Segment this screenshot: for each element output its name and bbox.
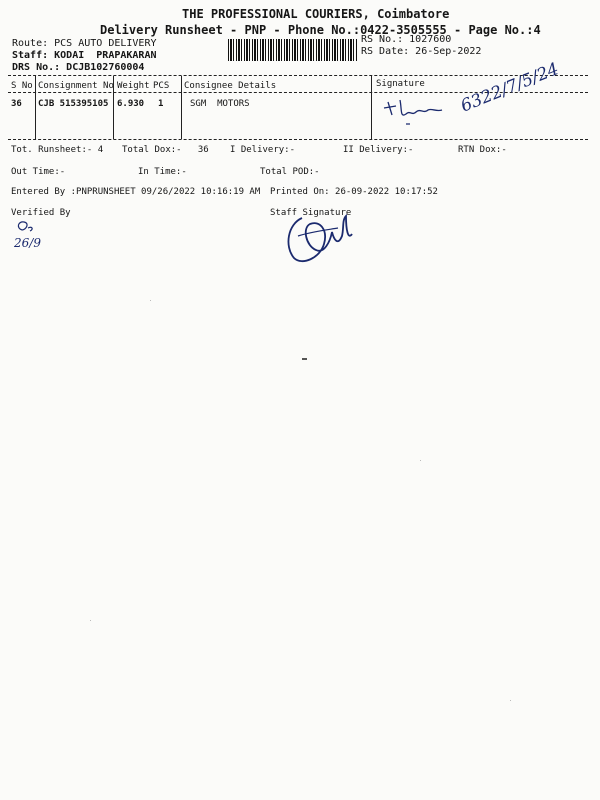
col-header-pcs: PCS bbox=[153, 81, 170, 91]
scan-speck bbox=[510, 700, 511, 701]
i-delivery: I Delivery:- bbox=[230, 145, 296, 155]
route-text: Route: PCS AUTO DELIVERY bbox=[12, 38, 157, 49]
rtn-dox: RTN Dox:- bbox=[458, 145, 507, 155]
row-weight: 6.930 bbox=[117, 99, 145, 109]
rs-date: RS Date: 26-Sep-2022 bbox=[361, 46, 482, 57]
total-pod: Total POD:- bbox=[260, 167, 320, 177]
col-divider bbox=[371, 76, 372, 139]
staff-text: Staff: KODAI PRAPAKARAN bbox=[12, 50, 157, 61]
scan-speck bbox=[302, 358, 307, 360]
total-runsheet: Tot. Runsheet:- 4 bbox=[11, 145, 104, 155]
col-header-consignment: Consignment No bbox=[38, 81, 114, 91]
ii-delivery: II Delivery:- bbox=[343, 145, 414, 155]
out-time: Out Time:- bbox=[11, 167, 66, 177]
table-bottom-border bbox=[8, 139, 588, 140]
col-divider bbox=[181, 76, 182, 139]
printed-on: Printed On: 26-09-2022 10:17:52 bbox=[270, 187, 438, 197]
verified-by-label: Verified By bbox=[11, 208, 71, 218]
row-sno: 36 bbox=[11, 99, 22, 109]
scan-speck bbox=[150, 300, 151, 301]
col-divider bbox=[35, 76, 36, 139]
rs-number: RS No.: 1027600 bbox=[361, 34, 452, 45]
company-title: THE PROFESSIONAL COURIERS, Coimbatore bbox=[182, 7, 450, 21]
row-consignee: SGM MOTORS bbox=[190, 99, 250, 109]
row-pcs: 1 bbox=[158, 99, 164, 109]
verifier-initial bbox=[14, 220, 44, 234]
handwritten-receipt-note: 6322/7/5/24 bbox=[458, 59, 562, 117]
total-dox: Total Dox:- 36 bbox=[122, 145, 209, 155]
runsheet-subtitle: Delivery Runsheet - PNP - Phone No.:0422-3505555 - Page No.:4 bbox=[100, 23, 541, 37]
entered-by: Entered By :PNPRUNSHEET 09/26/2022 10:16:19 AM bbox=[11, 187, 261, 197]
row-consignment: CJB 515395105 bbox=[38, 99, 109, 109]
barcode bbox=[228, 39, 358, 61]
receiver-signature bbox=[380, 90, 455, 135]
col-header-consignee: Consignee Details bbox=[184, 81, 277, 91]
verifier-date-note: 26/9 bbox=[14, 236, 41, 250]
drs-number: DRS No.: DCJB102760004 bbox=[12, 62, 145, 73]
scan-speck bbox=[90, 620, 91, 621]
scan-speck bbox=[420, 460, 421, 461]
staff-signature-label: Staff Signature bbox=[270, 208, 352, 218]
col-header-sno: S No bbox=[11, 81, 33, 91]
col-header-weight: Weight bbox=[117, 81, 150, 91]
table-top-border bbox=[8, 75, 588, 76]
col-header-signature: Signature bbox=[376, 79, 425, 89]
in-time: In Time:- bbox=[138, 167, 187, 177]
